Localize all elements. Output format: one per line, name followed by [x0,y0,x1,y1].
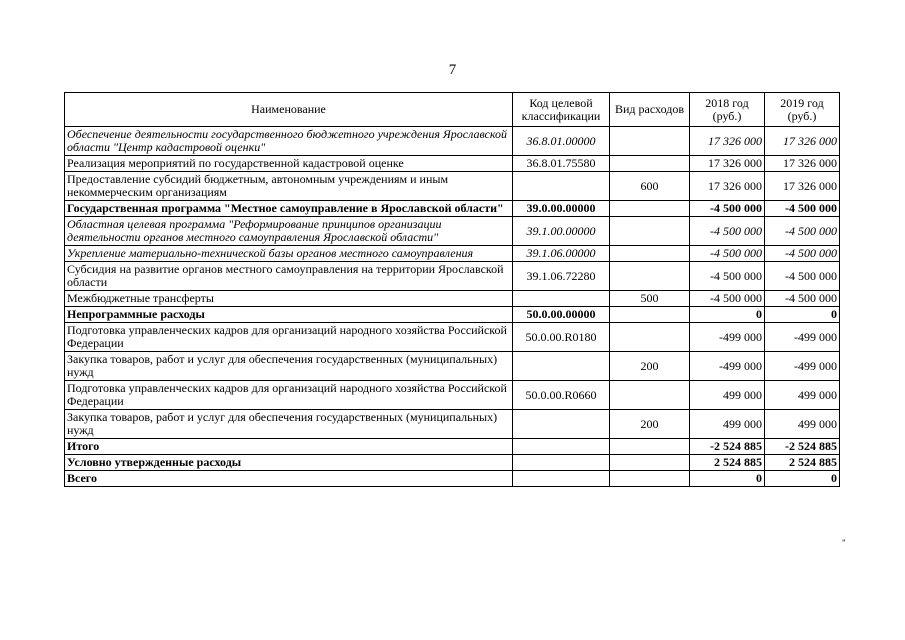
cell-name: Укрепление материально-технической базы органов местного самоуправления [65,246,513,262]
cell-year-2019: -4 500 000 [765,217,840,246]
cell-name: Обеспечение деятельности государственного бюджетного учреждения Ярославской области "Центр кадастровой оценки" [65,127,513,156]
cell-expense-type [610,156,690,172]
cell-year-2019: 0 [765,307,840,323]
cell-code [513,439,610,455]
table-row [65,262,840,291]
cell-year-2019: 17 326 000 [765,172,840,201]
cell-expense-type [610,262,690,291]
cell-expense-type [610,323,690,352]
cell-year-2019: 499 000 [765,381,840,410]
cell-code [513,455,610,471]
cell-code: 36.8.01.00000 [513,127,610,156]
cell-year-2019: 0 [765,471,840,487]
cell-code [513,352,610,381]
cell-year-2018: -4 500 000 [690,262,765,291]
cell-year-2018: 0 [690,471,765,487]
cell-name: Государственная программа "Местное самоуправление в Ярославской области" [65,201,513,217]
table-row [65,156,840,172]
cell-expense-type [610,201,690,217]
cell-expense-type: 500 [610,291,690,307]
table-row [65,217,840,246]
cell-year-2019: -4 500 000 [765,201,840,217]
cell-code [513,291,610,307]
cell-name: Закупка товаров, работ и услуг для обеспечения государственных (муниципальных) нужд [65,352,513,381]
header-year-2019: 2019 год (руб.) [765,93,840,127]
table-header-row [65,93,840,127]
cell-year-2019: 2 524 885 [765,455,840,471]
cell-year-2018: -4 500 000 [690,291,765,307]
cell-code: 39.1.00.00000 [513,217,610,246]
cell-name: Непрограммные расходы [65,307,513,323]
header-code: Код целевой классификации [513,93,610,127]
cell-year-2019: -4 500 000 [765,262,840,291]
cell-expense-type [610,127,690,156]
table-body [65,127,840,487]
table-row [65,246,840,262]
cell-name: Областная целевая программа "Реформирование принципов организации деятельности органов местного самоуправления Ярославской области" [65,217,513,246]
cell-expense-type: 600 [610,172,690,201]
cell-code: 39.1.06.72280 [513,262,610,291]
cell-code: 50.0.00.R0180 [513,323,610,352]
table-row [65,201,840,217]
cell-year-2018: -499 000 [690,352,765,381]
cell-expense-type [610,381,690,410]
cell-year-2018: 17 326 000 [690,127,765,156]
cell-year-2019: 17 326 000 [765,127,840,156]
table-row [65,127,840,156]
cell-year-2018: 17 326 000 [690,172,765,201]
header-name: Наименование [65,93,513,127]
cell-year-2019: -499 000 [765,352,840,381]
cell-name: Субсидия на развитие органов местного самоуправления на территории Ярославской области [65,262,513,291]
table-row [65,323,840,352]
cell-year-2018: -499 000 [690,323,765,352]
budget-table [64,92,840,487]
cell-code: 50.0.00.00000 [513,307,610,323]
table-row [65,471,840,487]
cell-code [513,471,610,487]
cell-year-2018: 17 326 000 [690,156,765,172]
cell-name: Реализация мероприятий по государственной кадастровой оценке [65,156,513,172]
cell-name: Межбюджетные трансферты [65,291,513,307]
cell-name: Предоставление субсидий бюджетным, автономным учреждениям и иным некоммерческим организациям [65,172,513,201]
cell-expense-type [610,471,690,487]
header-year-2018: 2018 год (руб.) [690,93,765,127]
cell-year-2019: -2 524 885 [765,439,840,455]
header-expense-type: Вид расходов [610,93,690,127]
cell-year-2019: 499 000 [765,410,840,439]
closing-quote-mark: " [842,538,846,548]
cell-year-2019: 17 326 000 [765,156,840,172]
cell-expense-type [610,307,690,323]
cell-year-2019: -4 500 000 [765,246,840,262]
cell-year-2019: -4 500 000 [765,291,840,307]
table-row [65,439,840,455]
cell-name: Закупка товаров, работ и услуг для обеспечения государственных (муниципальных) нужд [65,410,513,439]
cell-expense-type: 200 [610,410,690,439]
cell-name: Подготовка управленческих кадров для организаций народного хозяйства Российской Федерации [65,323,513,352]
cell-year-2018: -2 524 885 [690,439,765,455]
cell-code: 39.1.06.00000 [513,246,610,262]
cell-code: 36.8.01.75580 [513,156,610,172]
cell-code: 50.0.00.R0660 [513,381,610,410]
cell-year-2018: 499 000 [690,381,765,410]
cell-year-2019: -499 000 [765,323,840,352]
table-row [65,307,840,323]
table-row [65,410,840,439]
cell-code [513,172,610,201]
cell-expense-type: 200 [610,352,690,381]
page-number: 7 [448,62,457,78]
cell-year-2018: 0 [690,307,765,323]
cell-name: Всего [65,471,513,487]
cell-expense-type [610,439,690,455]
cell-year-2018: 2 524 885 [690,455,765,471]
cell-year-2018: -4 500 000 [690,217,765,246]
cell-year-2018: 499 000 [690,410,765,439]
cell-expense-type [610,246,690,262]
cell-name: Подготовка управленческих кадров для организаций народного хозяйства Российской Федерации [65,381,513,410]
cell-name: Итого [65,439,513,455]
cell-year-2018: -4 500 000 [690,201,765,217]
table-row [65,172,840,201]
cell-year-2018: -4 500 000 [690,246,765,262]
table-row [65,352,840,381]
table-row [65,455,840,471]
cell-code [513,410,610,439]
cell-expense-type [610,217,690,246]
table-row [65,381,840,410]
cell-name: Условно утвержденные расходы [65,455,513,471]
cell-code: 39.0.00.00000 [513,201,610,217]
table-row [65,291,840,307]
cell-expense-type [610,455,690,471]
